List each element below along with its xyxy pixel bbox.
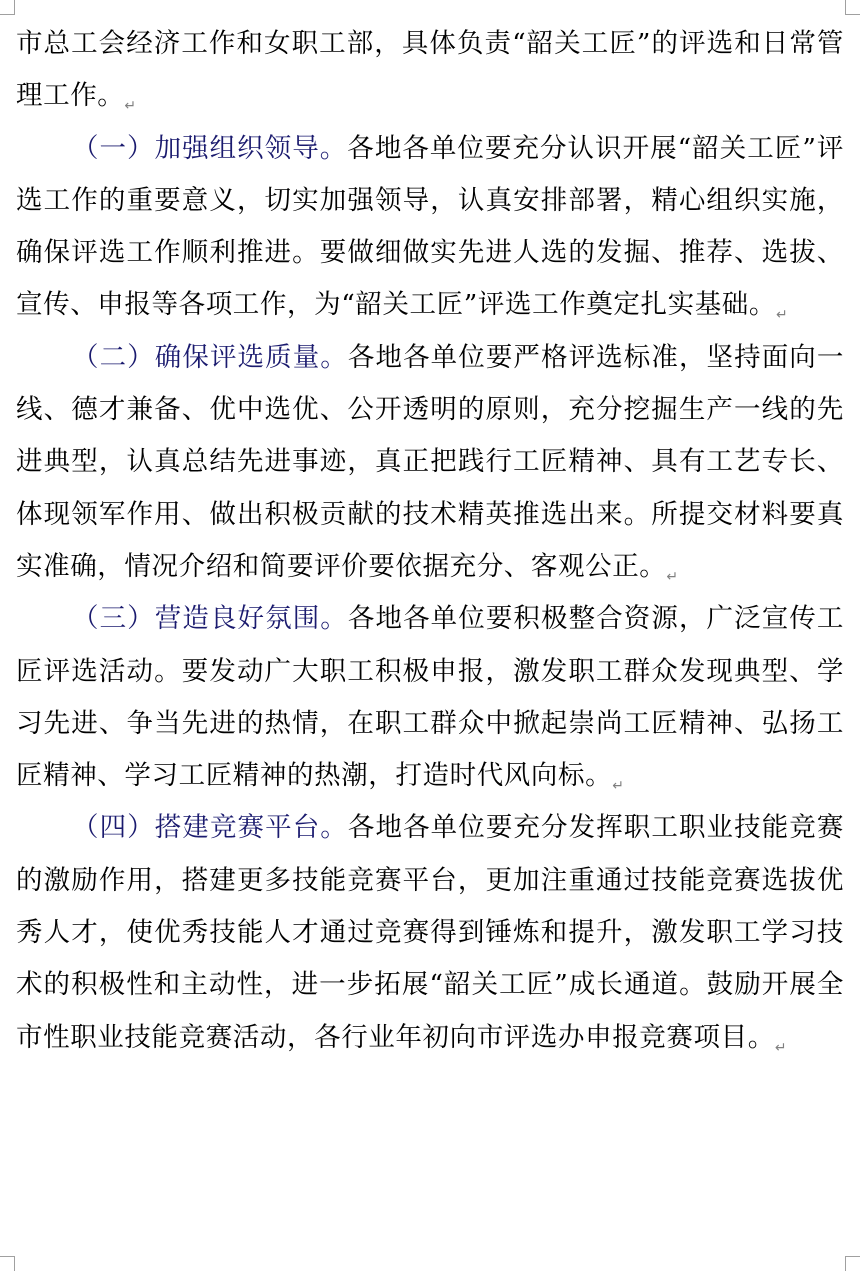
crop-mark-top-right xyxy=(845,0,860,15)
paragraph-quality[interactable] xyxy=(16,332,844,593)
crop-mark-bottom-right xyxy=(845,1256,860,1271)
section-heading: （二）确保评选质量。 xyxy=(72,341,348,373)
section-heading: （一）加强组织领导。 xyxy=(72,132,348,164)
paragraph-mark-icon: ↵ xyxy=(774,1039,788,1056)
section-heading: （四）搭建竞赛平台。 xyxy=(72,812,348,844)
paragraph-text: 各地各单位要充分发挥职工职业技能竞赛的激励作用，搭建更多技能竞赛平台，更加注重通过技能竞赛选拔优秀人才，使优秀技能人才通过竞赛得到锤炼和提升，激发职工学习技术的积极性和主动性，进一步拓展“韶关工匠”成长通道。鼓励开展全市性职业技能竞赛活动，各行业年初向市评选办申报竞赛项目。 xyxy=(16,812,844,1053)
paragraph-atmosphere[interactable] xyxy=(16,593,844,802)
paragraph-intro[interactable] xyxy=(16,18,844,123)
crop-mark-bottom-left xyxy=(0,1256,15,1271)
paragraph-text: 市总工会经济工作和女职工部，具体负责“韶关工匠”的评选和日常管理工作。 xyxy=(16,28,844,112)
paragraph-mark-icon: ↵ xyxy=(612,778,625,795)
paragraph-text: 各地各单位要充分认识开展“韶关工匠”评选工作的重要意义，切实加强领导，认真安排部署，精心组织实施，确保评选工作顺利推进。要做细做实先进人选的发掘、推荐、选拔、宣传、申报等各项工作，为“韶关工匠”评选工作奠定扎实基础。 xyxy=(16,132,845,321)
paragraph-mark-icon: ↵ xyxy=(124,98,137,115)
paragraph-mark-icon: ↵ xyxy=(666,568,679,585)
paragraph-text: 各地各单位要积极整合资源，广泛宣传工匠评选活动。要发动广大职工积极申报，激发职工群众发现典型、学习先进、争当先进的热情，在职工群众中掀起崇尚工匠精神、弘扬工匠精神、学习工匠精神的热潮，打造时代风向标。 xyxy=(16,603,844,792)
paragraph-organization[interactable] xyxy=(16,123,844,332)
paragraph-text: 各地各单位要严格评选标准，坚持面向一线、德才兼备、优中选优、公开透明的原则，充分挖掘生产一线的先进典型，认真总结先进事迹，真正把践行工匠精神、具有工艺专长、体现领军作用、做出积极贡献的技术精英推选出来。所提交材料要真实准确，情况介绍和简要评价要依据充分、客观公正。 xyxy=(16,341,844,582)
paragraph-mark-icon: ↵ xyxy=(776,307,789,324)
crop-mark-top-left xyxy=(0,0,15,15)
paragraph-competition[interactable] xyxy=(16,802,844,1063)
document-body[interactable] xyxy=(16,18,844,1064)
section-heading: （三）营造良好氛围。 xyxy=(72,603,348,635)
